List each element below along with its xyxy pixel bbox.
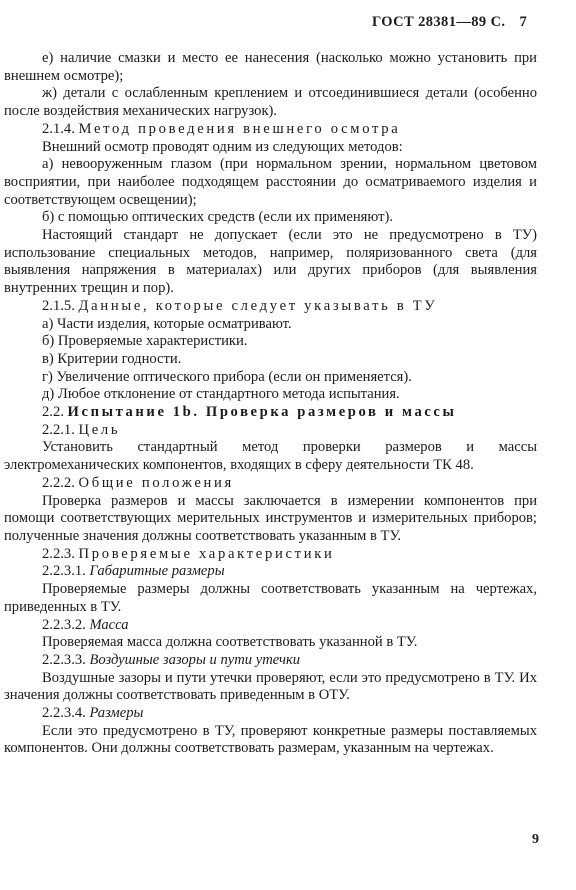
paragraph-mass: Проверяемая масса должна соответствовать указанной в ТУ. [42,634,418,651]
subsection-heading-2-2-3-1: 2.2.3.1. Габаритные размеры [42,563,225,580]
paragraph-clearances: Воздушные зазоры и пути утечки проверяют, если это предусмотрено в ТУ. Их значения должны соответствовать приведенным в ОТУ. [4,669,537,704]
subsection-heading-2-2-3-2: 2.2.3.2. Масса [42,616,129,633]
list-item-b: б) Проверяемые характеристики. [42,333,248,350]
page-number: 9 [532,832,539,847]
list-item-b: б) с помощью оптических средств (если их применяют). [42,209,393,226]
paragraph-standard-note: Настоящий стандарт не допускает (если это не предусмотрено в ТУ) использование специальных методов, например, поляризованного света (для выявления напряжения в материалах) или других приборов (для выявления внутренних трещин и пор). [4,227,537,297]
paragraph-goal: Установить стандартный метод проверки размеров и массы электромеханических компонентов, входящих в сферу деятельности ТК 48. [4,439,537,474]
list-item-a: а) Части изделия, которые осматривают. [42,315,292,332]
body-text [4,50,537,758]
section-heading-2-1-4: 2.1.4. Метод проведения внешнего осмотра [42,120,401,137]
section-heading-2-2-3: 2.2.3. Проверяемые характеристики [42,545,335,562]
list-item-d: д) Любое отклонение от стандартного метода испытания. [42,386,400,403]
paragraph-dimensions: Проверяемые размеры должны соответствовать указанным на чертежах, приведенных в ТУ. [4,581,537,615]
subsection-heading-2-2-3-4: 2.2.3.4. Размеры [42,705,144,722]
header-page-number: 7 [519,14,528,30]
paragraph-zh: ж) детали с ослабленным креплением и отсоединившиеся детали (особенно после воздействия механических нагрузок). [4,85,537,120]
list-item-v: в) Критерии годности. [42,350,182,367]
paragraph-specific-dimensions: Если это предусмотрено в ТУ, проверяют конкретные размеры поставляемых компонентов. Они должны соответствовать размерам, указанным на чертежах. [4,722,537,757]
section-heading-2-2-2: 2.2.2. Общие положения [42,474,234,491]
section-heading-2-2: 2.2. Испытание 1b. Проверка размеров и массы [42,404,457,421]
running-header [372,14,572,31]
paragraph-general: Проверка размеров и массы заключается в измерении компонентов при помощи соответствующих мерительных инструментов и измерительных приборов; полученные значения должны соответствовать указанным в ТУ. [4,492,537,544]
section-heading-2-2-1: 2.2.1. Цель [42,421,121,438]
paragraph-methods-intro: Внешний осмотр проводят одним из следующих методов: [42,138,403,155]
standard-designation: ГОСТ 28381—89 С. [372,14,506,30]
paragraph-e: е) наличие смазки и место ее нанесения (насколько можно установить при внешнем осмотре); [4,50,537,84]
section-heading-2-1-5: 2.1.5. Данные, которые следует указывать в ТУ [42,297,438,314]
list-item-g: г) Увеличение оптического прибора (если он применяется). [42,368,412,385]
list-item-a: а) невооруженным глазом (при нормальном зрении, нормальном цветовом восприятии, при наиболее подходящем расстоянии до осматриваемого изделия и соответствующем освещении); [4,156,537,208]
subsection-heading-2-2-3-3: 2.2.3.3. Воздушные зазоры и пути утечки [42,651,301,668]
